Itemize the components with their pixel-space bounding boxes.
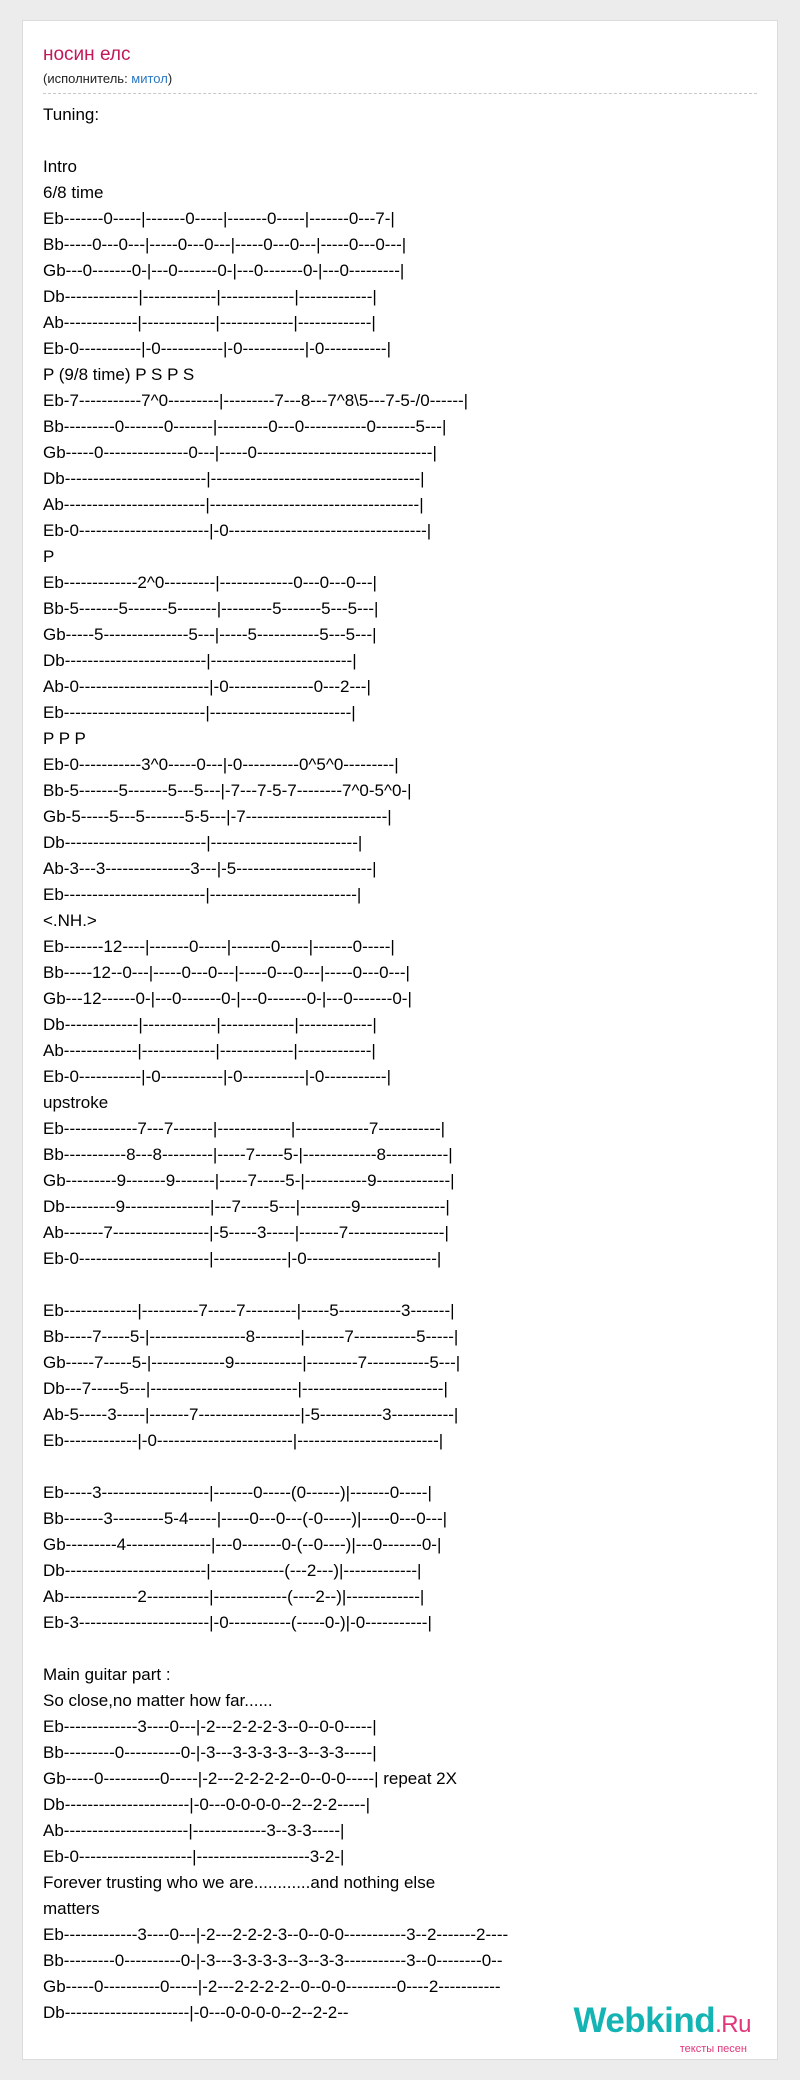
tab-line: Db-------------|-------------|-------------|-------------| — [43, 287, 377, 306]
tab-line: Gb---12------0-|---0-------0-|---0-------0-|---0-------0-| — [43, 989, 412, 1008]
tab-line: So close,no matter how far...... — [43, 1691, 273, 1710]
tab-line: Eb-7-----------7^0---------|---------7---8---7^8\5---7-5-/0------| — [43, 391, 469, 410]
tab-line: Ab-------------------------|-------------------------------------| — [43, 495, 424, 514]
tab-line: Gb-----0---------------0---|-----0-------------------------------| — [43, 443, 437, 462]
tab-line: Gb-----0----------0-----|-2---2-2-2-2--0--0-0---------0----2----------- — [43, 1977, 501, 1996]
logo-brand: Webkind — [573, 2001, 716, 2040]
tab-line: Db-------------------------|-------------------------------------| — [43, 469, 425, 488]
tab-line: Bb-----0---0---|-----0---0---|-----0---0---|-----0---0---| — [43, 235, 407, 254]
tab-line — [43, 1636, 773, 1662]
tab-line: <.NH.> — [43, 911, 97, 930]
tab-line: Eb-------------|----------7-----7---------|-----5-----------3-------| — [43, 1301, 455, 1320]
tab-line: Bb---------0----------0-|-3---3-3-3-3--3--3-3-----| — [43, 1743, 377, 1762]
tab-line: Eb-0-----------3^0-----0---|-0----------0^5^0---------| — [43, 755, 399, 774]
tab-line: P (9/8 time) P S P S — [43, 365, 195, 384]
tab-line: Gb---0-------0-|---0-------0-|---0-------0-|---0---------| — [43, 261, 405, 280]
tab-line: Tuning: — [43, 105, 100, 124]
tab-line: Db-------------------------|-------------------------| — [43, 651, 357, 670]
tab-line: 6/8 time — [43, 183, 104, 202]
tab-line: Ab-3---3---------------3---|-5------------------------| — [43, 859, 377, 878]
tab-line: Eb-------------------------|-------------------------| — [43, 703, 356, 722]
tab-line: Eb-------------|-0------------------------|-------------------------| — [43, 1431, 444, 1450]
tab-line: Bb-5-------5-------5-------|---------5-------5---5---| — [43, 599, 379, 618]
tab-line: matters — [43, 1899, 100, 1918]
tab-line: Main guitar part : — [43, 1665, 171, 1684]
tab-line: Eb-------12----|-------0-----|-------0-----|-------0-----| — [43, 937, 395, 956]
song-header — [43, 43, 757, 87]
tab-line: Gb-5-----5---5-------5-5---|-7-------------------------| — [43, 807, 392, 826]
tab-line: P P P — [43, 729, 86, 748]
tab-line: Eb-------------------------|--------------------------| — [43, 885, 362, 904]
tab-line: Eb-----3-------------------|-------0-----(0------)|-------0-----| — [43, 1483, 432, 1502]
tab-line: Gb-----0----------0-----|-2---2-2-2-2--0--0-0-----| repeat 2X — [43, 1769, 457, 1788]
artist-link[interactable]: митол — [131, 71, 168, 86]
tab-line: Bb-5-------5-------5---5---|-7---7-5-7--------7^0-5^0-| — [43, 781, 412, 800]
tab-line: Eb-0--------------------|--------------------3-2-| — [43, 1847, 345, 1866]
artist-prefix: (исполнитель: — [43, 71, 132, 86]
tab-line: Eb-0-----------------------|-------------|-0-----------------------| — [43, 1249, 442, 1268]
tab-line: Db----------------------|-0---0-0-0-0--2--2-2-----| — [43, 1795, 370, 1814]
tab-line: Ab-------------2-----------|-------------(----2--)|-------------| — [43, 1587, 425, 1606]
tab-line: Gb---------9-------9-------|-----7-----5-|-----------9-------------| — [43, 1171, 455, 1190]
tab-line: P — [43, 547, 55, 566]
tab-line: Eb-------0-----|-------0-----|-------0-----|-------0---7-| — [43, 209, 395, 228]
tab-line: Forever trusting who we are............and nothing else — [43, 1873, 436, 1892]
tab-line: Bb-----7-----5-|-----------------8--------|-------7-----------5-----| — [43, 1327, 459, 1346]
webkind-logo[interactable] — [527, 1993, 757, 2059]
tab-line: Ab-------------|-------------|-------------|-------------| — [43, 313, 376, 332]
tab-line: Db-------------------------|--------------------------| — [43, 833, 363, 852]
tab-line: Gb-----7-----5-|-------------9------------|---------7-----------5---| — [43, 1353, 461, 1372]
tab-line: Db----------------------|-0---0-0-0-0--2--2-2-- — [43, 2003, 349, 2022]
tab-line: Bb---------0-------0-------|---------0---0-----------0-------5---| — [43, 417, 447, 436]
song-card — [22, 20, 778, 2060]
tab-line: Intro — [43, 157, 78, 176]
logo-wordmark — [573, 2001, 751, 2041]
tab-line: Ab-5-----3-----|-------7------------------|-5-----------3-----------| — [43, 1405, 459, 1424]
tab-line: Eb-------------2^0---------|-------------0---0---0---| — [43, 573, 377, 592]
artist-line — [43, 71, 757, 87]
tab-line: Eb-------------3----0---|-2---2-2-2-3--0--0-0-----| — [43, 1717, 377, 1736]
tab-line: Eb-0-----------|-0-----------|-0-----------|-0-----------| — [43, 1067, 392, 1086]
tab-line: Bb-------3---------5-4-----|-----0---0---(-0-----)|-----0---0---| — [43, 1509, 448, 1528]
tab-line: Gb-----5---------------5---|-----5-----------5---5---| — [43, 625, 377, 644]
tab-body — [43, 102, 773, 2026]
tab-line: Db-------------------------|-------------(---2---)|-------------| — [43, 1561, 422, 1580]
tab-line — [43, 1272, 773, 1298]
tab-line: Eb-------------3----0---|-2---2-2-2-3--0--0-0-----------3--2-------2---- — [43, 1925, 509, 1944]
tab-line: Bb---------0----------0-|-3---3-3-3-3--3--3-3-----------3--0--------0-- — [43, 1951, 503, 1970]
song-title: носин елс — [43, 44, 131, 65]
tab-line: Eb-0-----------|-0-----------|-0-----------|-0-----------| — [43, 339, 392, 358]
tab-line: Ab----------------------|-------------3--3-3-----| — [43, 1821, 345, 1840]
tab-line: Ab-0-----------------------|-0---------------0---2---| — [43, 677, 371, 696]
tab-line: Db-------------|-------------|-------------|-------------| — [43, 1015, 377, 1034]
artist-suffix: ) — [167, 71, 173, 86]
tab-line: Gb---------4---------------|---0-------0-(--0----)|---0-------0-| — [43, 1535, 442, 1554]
tab-line: Eb-0-----------------------|-0-----------------------------------| — [43, 521, 432, 540]
tab-line: Ab-------------|-------------|-------------|-------------| — [43, 1041, 376, 1060]
tab-line: Db---------9---------------|---7-----5---|---------9---------------| — [43, 1197, 450, 1216]
tab-line: Bb-----12--0---|-----0---0---|-----0---0---|-----0---0---| — [43, 963, 410, 982]
tab-line: Bb-----------8---8---------|-----7-----5-|-------------8-----------| — [43, 1145, 453, 1164]
logo-tld: .Ru — [715, 2011, 751, 2038]
tab-line: upstroke — [43, 1093, 109, 1112]
tab-line: Db---7-----5---|--------------------------|-------------------------| — [43, 1379, 448, 1398]
header-divider — [43, 93, 757, 94]
tab-line: Eb-------------7---7-------|-------------|-------------7-----------| — [43, 1119, 446, 1138]
tab-line: Eb-3-----------------------|-0-----------(-----0-)|-0-----------| — [43, 1613, 432, 1632]
tab-line — [43, 128, 773, 154]
logo-tagline: тексты песен — [679, 2043, 747, 2055]
tab-line: Ab-------7-----------------|-5-----3-----|-------7-----------------| — [43, 1223, 449, 1242]
tab-line — [43, 1454, 773, 1480]
